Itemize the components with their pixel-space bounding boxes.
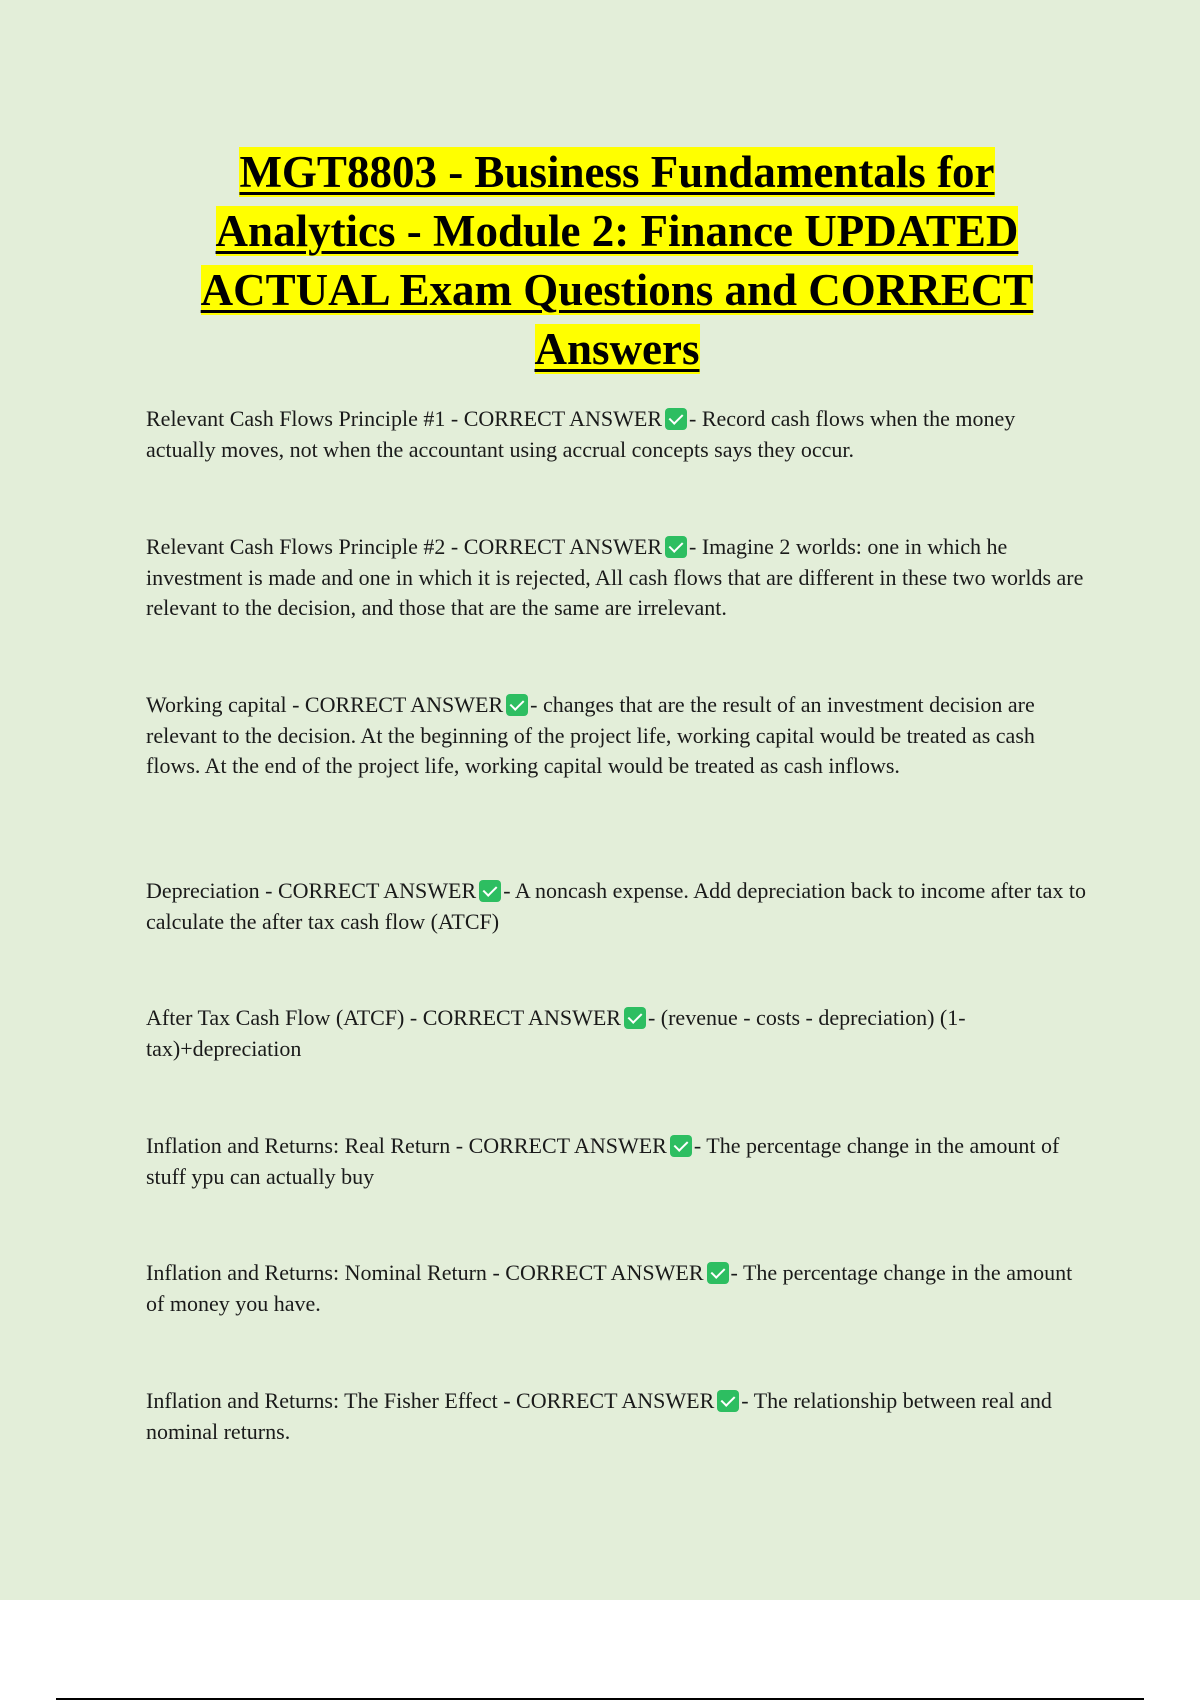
answer-marker: CORRECT ANSWER [468,1133,667,1158]
qa-item: Inflation and Returns: The Fisher Effect - CORRECT ANSWER - The relationship between real and nominal returns. [146,1388,1052,1444]
qa-definition: The percentage change in the amount of money you have. [146,1260,1073,1316]
qa-definition: (revenue - costs - depreciation) (1-tax)+depreciation [146,1005,966,1061]
qa-definition: Record cash flows when the money actually moves, not when the accountant using accrual concepts says they occur. [146,406,1016,462]
qa-term: Working capital [146,692,287,717]
checkmark-icon [624,1007,646,1029]
checkmark-icon [479,880,501,902]
title-line: Analytics - Module 2: Finance UPDATED [215,206,1019,256]
checkmark-icon [665,536,687,558]
checkmark-icon [717,1390,739,1412]
answer-marker: CORRECT ANSWER [277,878,477,903]
qa-definition: The relationship between real and nominal returns. [146,1388,1052,1444]
qa-definition: Imagine 2 worlds: one in which he investment is made and one in which it is rejected, All cash flows that are different in these two worlds are relevant to the decision, and those that are the same are irrelevant. [146,534,1084,620]
qa-definition: changes that are the result of an investment decision are relevant to the decision. At the beginning of the project life, working capital would be treated as cash flows. At the end of the project life, working capital would be treated as cash inflows. [146,692,1035,778]
answer-marker: CORRECT ANSWER [463,534,662,559]
qa-term: Relevant Cash Flows Principle #2 [146,534,446,559]
qa-item: After Tax Cash Flow (ATCF) - CORRECT ANSWER - (revenue - costs - depreciation) (1-tax)+depreciation [146,1005,966,1061]
qa-term: Inflation and Returns: Real Return [146,1133,451,1158]
qa-item: Inflation and Returns: Real Return - CORRECT ANSWER - The percentage change in the amount of stuff ypu can actually buy [146,1133,1060,1189]
title-line: MGT8803 - Business Fundamentals for [239,147,995,197]
qa-term: Inflation and Returns: Nominal Return [146,1260,487,1285]
qa-item: Working capital - CORRECT ANSWER - changes that are the result of an investment decision are relevant to the decision. At the beginning of the project life, working capital would be treated as cash flows. At the end of the project life, working capital would be treated as cash inflows. [146,692,1035,778]
title-line: Answers [534,324,700,374]
checkmark-icon [506,694,528,716]
checkmark-icon [707,1262,729,1284]
qa-definition: A noncash expense. Add depreciation back to income after tax to calculate the after tax cash flow (ATCF) [146,878,1087,934]
answer-marker: CORRECT ANSWER [463,406,662,431]
answer-marker: CORRECT ANSWER [422,1005,621,1030]
qa-item: Inflation and Returns: Nominal Return - CORRECT ANSWER - The percentage change in the amount of money you have. [146,1260,1073,1316]
qa-item: Relevant Cash Flows Principle #1 - CORRECT ANSWER - Record cash flows when the money actually moves, not when the accountant using accrual concepts says they occur. [146,406,1016,462]
checkmark-icon [670,1135,692,1157]
document-title [150,143,1084,379]
checkmark-icon [665,408,687,430]
qa-list [146,404,1086,1456]
qa-term: After Tax Cash Flow (ATCF) [146,1005,405,1030]
qa-definition: The percentage change in the amount of stuff ypu can actually buy [146,1133,1060,1189]
qa-item: Relevant Cash Flows Principle #2 - CORRECT ANSWER - Imagine 2 worlds: one in which he investment is made and one in which it is rejected, All cash flows that are different in these two worlds are relevant to the decision, and those that are the same are irrelevant. [146,534,1084,620]
title-line: ACTUAL Exam Questions and CORRECT [200,265,1034,315]
answer-marker: CORRECT ANSWER [516,1388,715,1413]
qa-item: Depreciation - CORRECT ANSWER - A noncash expense. Add depreciation back to income after tax to calculate the after tax cash flow (ATCF) [146,878,1087,934]
qa-term: Inflation and Returns: The Fisher Effect [146,1388,498,1413]
qa-term: Relevant Cash Flows Principle #1 [146,406,446,431]
answer-marker: CORRECT ANSWER [505,1260,704,1285]
answer-marker: CORRECT ANSWER [304,692,504,717]
qa-term: Depreciation [146,878,260,903]
